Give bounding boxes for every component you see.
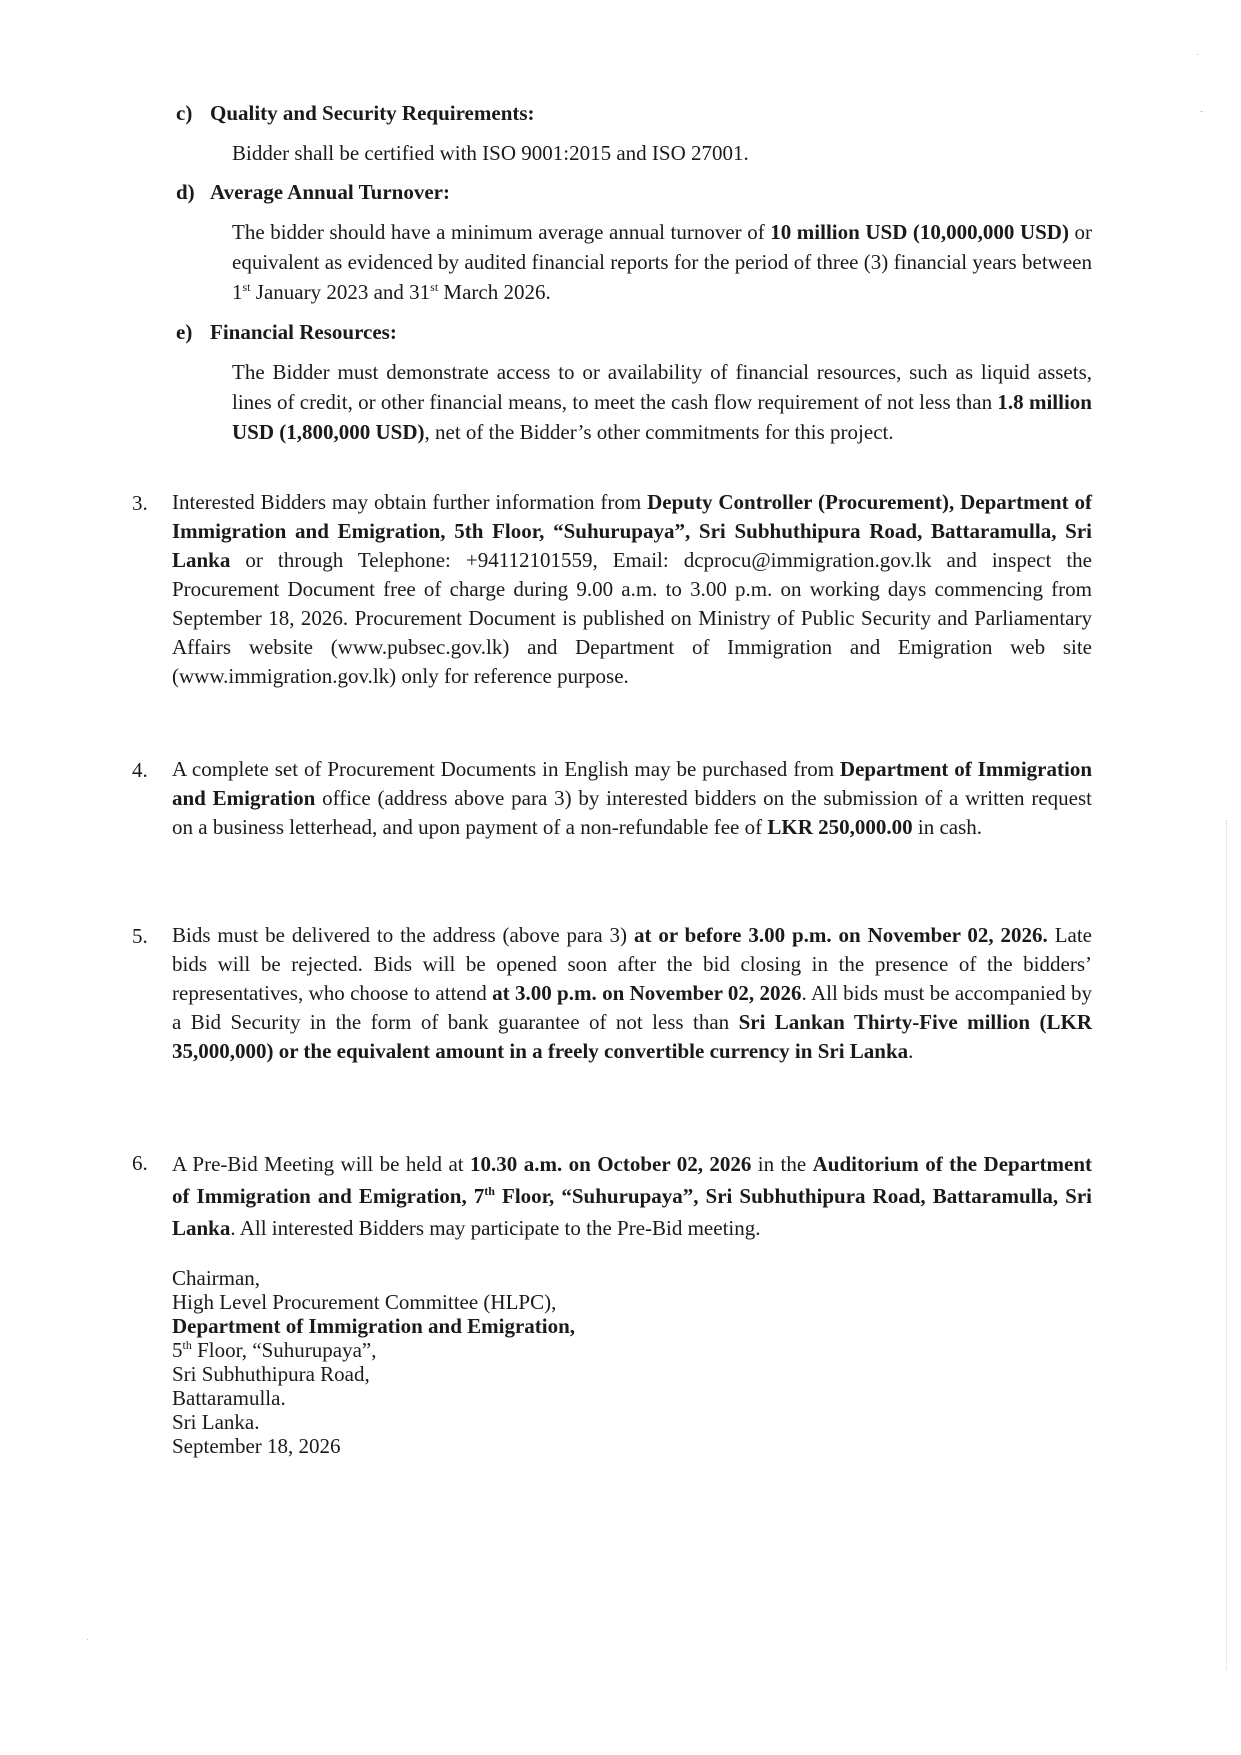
section-e-heading [176, 320, 397, 345]
bold-run: Auditorium of the Department of Immigration and Emigration, 7 [172, 1152, 1093, 1208]
scan-speck: · [86, 1635, 90, 1646]
superscript: th [182, 1338, 192, 1352]
text-run: A Pre-Bid Meeting will be held at [172, 1152, 471, 1176]
paragraph-6-number: 6. [132, 1151, 148, 1175]
bold-run: 1.8 million USD (1,800,000 USD) [232, 390, 1092, 444]
text-run: in the [751, 1152, 813, 1176]
bold-run: Deputy Controller (Procurement), Department of Immigration and Emigration, 5th Floor, “Suhurupaya”, Sri Subhuthipura Road, Battaramulla, Sri Lanka [172, 490, 1092, 572]
section-d-text [232, 217, 1092, 307]
bold-run: 10 million USD (10,000,000 USD) [770, 220, 1069, 244]
text-run: office (address above para 3) by interested bidders on the submission of a written request on a business letterhead, and upon payment of a non-refundable fee of [172, 786, 1092, 839]
section-c-text: Bidder shall be certified with ISO 9001:2015 and ISO 27001. [232, 141, 749, 165]
scan-speck: · [1196, 50, 1200, 61]
paragraph-6-text [172, 1148, 1092, 1244]
scan-edge-line [1226, 820, 1227, 1670]
text-run: The bidder should have a minimum average annual turnover of [232, 220, 771, 244]
superscript: st [242, 280, 251, 294]
text-run: Bids must be delivered to the address (above para 3) [172, 923, 634, 947]
text-run: January 2023 and 31 [250, 280, 431, 304]
paragraph-4-text [172, 755, 1092, 842]
section-d-title: Average Annual Turnover: [210, 180, 450, 204]
signature-country: Sri Lanka. [172, 1410, 260, 1434]
text-run: in cash. [912, 815, 983, 839]
bold-run: 10.30 a.m. on October 02, 2026 [470, 1152, 752, 1176]
text-run: . [908, 1039, 914, 1063]
text-run: 5 [172, 1338, 183, 1362]
text-run: . All interested Bidders may participate to the Pre-Bid meeting. [230, 1216, 761, 1240]
paragraph-5-number: 5. [132, 924, 148, 948]
paragraph-4-number: 4. [132, 758, 148, 782]
signature-date: September 18, 2026 [172, 1434, 341, 1458]
text-run: A complete set of Procurement Documents in English may be purchased from [172, 757, 840, 781]
paragraph-3-number: 3. [132, 491, 148, 515]
section-c-letter: c) [176, 101, 193, 125]
scan-speck: - [1200, 106, 1204, 117]
signature-block [172, 1266, 575, 1458]
superscript: th [484, 1184, 495, 1198]
text-run: or equivalent as evidenced by audited financial reports for the period of three (3) financial years between 1 [232, 220, 1093, 304]
bold-run: LKR 250,000.00 [767, 815, 913, 839]
section-c-title: Quality and Security Requirements: [210, 101, 535, 125]
section-e-letter: e) [176, 320, 193, 344]
text-run: Floor, “Suhurupaya”, [191, 1338, 377, 1362]
bold-run: at or before 3.00 p.m. on November 02, 2026. [633, 923, 1048, 947]
bold-run: Department of Immigration and Emigration [172, 757, 1092, 810]
section-e-title: Financial Resources: [210, 320, 397, 344]
text-run: March 2026. [438, 280, 551, 304]
text-run: , net of the Bidder’s other commitments for this project. [424, 420, 894, 444]
signature-department: Department of Immigration and Emigration, [172, 1314, 576, 1338]
superscript: st [430, 280, 439, 294]
paragraph-3-text [172, 488, 1092, 691]
section-c-heading [176, 101, 535, 126]
text-run: . All bids must be accompanied by a Bid Security in the form of bank guarantee of not less than [172, 981, 1092, 1034]
bold-run: at 3.00 p.m. on November 02, 2026 [492, 981, 802, 1005]
bold-run: Floor, “Suhurupaya”, Sri Subhuthipura Road, Battaramulla, Sri Lanka [172, 1184, 1092, 1240]
signature-committee: High Level Procurement Committee (HLPC), [172, 1290, 557, 1314]
text-run: The Bidder must demonstrate access to or availability of financial resources, such as liquid assets, lines of credit, or other financial means, to meet the cash flow requirement of not less than [232, 360, 1092, 414]
text-run: Interested Bidders may obtain further information from [172, 490, 648, 514]
text-run: or through Telephone: +94112101559, Email: dcprocu@immigration.gov.lk and inspect the Procurement Document free of charge during 9.00 a.m. to 3.00 p.m. on working days commencing from September 18, 2026. Procurement Document is published on Ministry of Public Security and Parliamentary Affairs website (www.pubsec.gov.lk) and Department of Immigration and Emigration web site (www.immigration.gov.lk) only for reference purpose. [172, 548, 1092, 688]
bold-run: Sri Lankan Thirty-Five million (LKR 35,000,000) or the equivalent amount in a freely convertible currency in Sri Lanka [172, 1010, 1092, 1063]
section-e-text [232, 357, 1092, 447]
signature-floor [172, 1338, 575, 1362]
section-d-letter: d) [176, 180, 195, 204]
signature-road: Sri Subhuthipura Road, [172, 1362, 370, 1386]
paragraph-5-text [172, 921, 1092, 1066]
signature-city: Battaramulla. [172, 1386, 286, 1410]
text-run: Late bids will be rejected. Bids will be opened soon after the bid closing in the presence of the bidders’ representatives, who choose to attend [172, 923, 1092, 1005]
section-d-heading [176, 180, 450, 205]
signature-title: Chairman, [172, 1266, 261, 1290]
